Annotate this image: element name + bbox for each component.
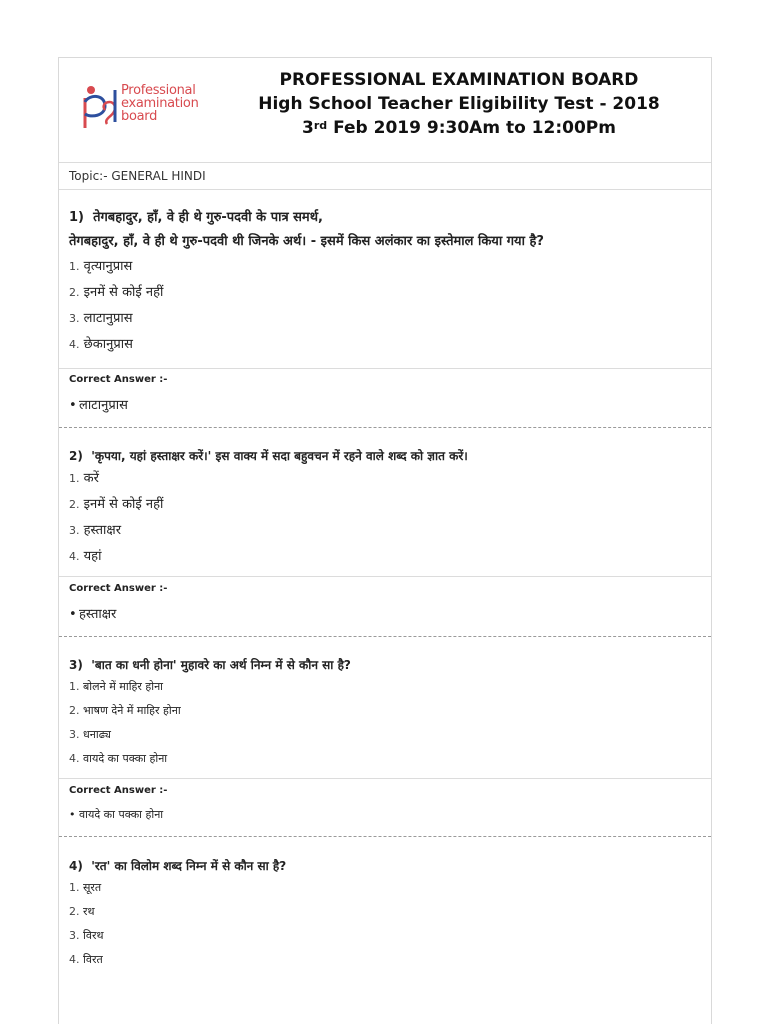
option-text: बोलने में माहिर होना [83,680,164,693]
question-separator [59,836,711,837]
board-title: PROFESSIONAL EXAMINATION BOARD [279,70,639,90]
option-text: विरत [83,953,103,966]
date-day: 3 [302,118,314,138]
correct-answer-1: • लाटानुप्रास [69,398,128,413]
answer-text: हस्ताक्षर [79,607,117,622]
option-text: वायदे का पक्का होना [83,752,168,765]
option-text: विरथ [83,929,104,942]
option-number: 3. [69,929,80,942]
option-number: 2. [69,704,80,717]
question-2-text [69,446,701,466]
option-1 [69,876,701,900]
question-number: 2) [69,449,83,463]
option-number: 2. [69,498,80,511]
question-line: तेगबहादुर, हाँ, वे ही थे गुरु-पदवी के पात्र समर्थ, [93,210,323,225]
option-text: इनमें से कोई नहीं [83,497,164,512]
option-4 [69,332,701,358]
option-2 [69,280,701,306]
option-number: 4. [69,752,80,765]
option-number: 3. [69,728,80,741]
question-line: 'कृपया, यहां हस्ताक्षर करें।' इस वाक्य में सदा बहुवचन में रहने वाले शब्द को ज्ञात करें। [91,449,468,463]
option-number: 1. [69,472,80,485]
option-number: 1. [69,680,80,693]
option-3 [69,518,701,544]
header-spacer [59,148,711,163]
option-number: 4. [69,953,80,966]
option-number: 4. [69,338,80,351]
logo-line-1: Professional [121,83,196,98]
option-1 [69,466,701,492]
option-text: इनमें से कोई नहीं [83,285,164,300]
answer-text: वायदे का पक्का होना [79,808,164,821]
peb-logo-icon [79,80,121,130]
question-1 [69,206,701,358]
divider [59,576,711,577]
option-1 [69,254,701,280]
question-number: 1) [69,210,84,225]
exam-date [229,116,689,140]
correct-answer-label: Correct Answer :- [69,583,168,594]
answer-text: लाटानुप्रास [79,398,128,413]
question-1-text-line2: तेगबहादुर, हाँ, वे ही थे गुरु-पदवी थी जिनके अर्थ। - इसमें किस अलंकार का इस्तेमाल किया गया है? [69,234,544,249]
date-time: Feb 2019 9:30Am to 12:00Pm [327,118,616,138]
option-text: करें [83,471,99,486]
board-logo [79,80,219,130]
option-text: सूरत [83,881,102,894]
question-3-text [69,655,701,675]
question-1-text [69,206,701,230]
topic-label: Topic:- GENERAL HINDI [69,169,206,183]
option-text: रथ [83,905,95,918]
exam-title-block [229,68,689,140]
correct-answer-3: • वायदे का पक्का होना [69,808,164,821]
question-line: 'रत' का विलोम शब्द निम्न में से कौन सा है? [91,859,287,873]
exam-header [59,58,711,149]
option-number: 4. [69,550,80,563]
option-4 [69,544,701,570]
question-4-text [69,856,701,876]
exam-title: High School Teacher Eligibility Test - 2018 [258,94,660,114]
option-text: वृत्यानुप्रास [83,259,133,274]
correct-answer-label: Correct Answer :- [69,785,168,796]
option-text: छेकानुप्रास [83,337,133,352]
exam-sheet [58,57,712,1024]
option-number: 3. [69,312,80,325]
logo-line-2: examination [121,96,199,111]
option-3 [69,723,701,747]
option-4 [69,948,701,972]
option-4 [69,747,701,771]
option-3 [69,306,701,332]
option-text: लाटानुप्रास [83,311,133,326]
divider [59,368,711,369]
option-text: धनाढ्य [83,728,111,741]
question-separator [59,636,711,637]
option-number: 2. [69,286,80,299]
question-4 [69,856,701,972]
option-number: 1. [69,881,80,894]
option-text: भाषण देने में माहिर होना [83,704,181,717]
logo-wordmark [121,84,199,123]
question-number: 4) [69,859,83,873]
correct-answer-label: Correct Answer :- [69,374,168,385]
correct-answer-2: • हस्ताक्षर [69,607,117,622]
logo-line-3: board [121,109,158,124]
option-number: 3. [69,524,80,537]
question-line: 'बात का धनी होना' मुहावरे का अर्थ निम्न में से कौन सा है? [91,658,351,672]
question-2 [69,446,701,570]
question-separator [59,427,711,428]
option-text: यहां [83,549,102,564]
topic-row [59,163,711,190]
question-number: 3) [69,658,83,672]
question-3 [69,655,701,771]
option-1 [69,675,701,699]
option-number: 1. [69,260,80,273]
option-2 [69,492,701,518]
option-2 [69,900,701,924]
date-suffix: rd [313,119,328,132]
option-number: 2. [69,905,80,918]
option-3 [69,924,701,948]
divider [59,778,711,779]
option-text: हस्ताक्षर [83,523,122,538]
option-2 [69,699,701,723]
